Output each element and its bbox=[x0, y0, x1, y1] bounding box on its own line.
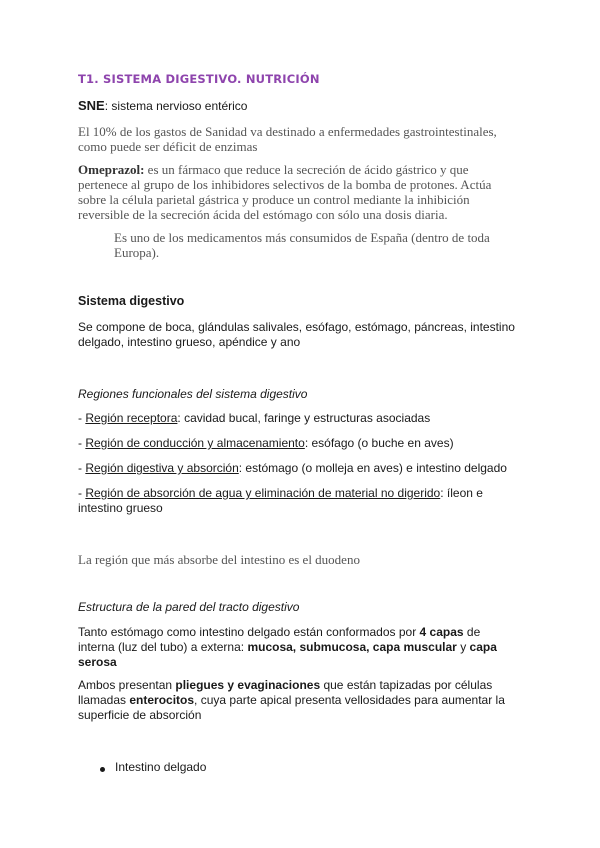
region-prefix: - bbox=[78, 486, 86, 500]
omeprazol-text: es un fármaco que reduce la secreción de ácido gástrico y que pertenece al grupo de los inhibidores selectivos de la bomba de protones. Actúa sobre la célula parietal gástrica y produce un control mediante la inhibición reversible de la secreción ácida del estómago con sólo una dosis diaria. bbox=[78, 162, 492, 222]
gastos-paragraph: El 10% de los gastos de Sanidad va destinado a enfermedades gastrointestinales, como puede ser déficit de enzimas bbox=[78, 124, 497, 154]
omeprazol-note: Es uno de los medicamentos más consumidos de España (dentro de toda Europa). bbox=[114, 230, 490, 260]
estructura-paragraph-1: Tanto estómago como intestino delgado están conformados por 4 capas de interna (luz del tubo) a externa: mucosa, submucosa, capa muscular y capa serosa bbox=[78, 625, 497, 669]
region-item bbox=[78, 461, 518, 476]
regiones-heading: Regiones funcionales del sistema digestivo bbox=[78, 387, 308, 401]
sistema-text: Se compone de boca, glándulas salivales, esófago, estómago, páncreas, intestino delgado, intestino grueso, apéndice y ano bbox=[78, 320, 515, 349]
region-name: Región de absorción de agua y eliminación de material no digerido bbox=[85, 486, 441, 500]
region-desc: : cavidad bucal, faringe y estructuras asociadas bbox=[177, 411, 431, 425]
sne-paragraph bbox=[78, 98, 518, 114]
sistema-heading: Sistema digestivo bbox=[78, 294, 185, 308]
estructura-paragraph-2: Ambos presentan pliegues y evaginaciones que están tapizadas por células llamadas enterocitos, cuya parte apical presenta vellosidades para aumentar la superficie de absorción bbox=[78, 678, 505, 722]
pliegues-term: pliegues y evaginaciones bbox=[175, 678, 321, 692]
region-desc: : íleon e intestino grueso bbox=[78, 486, 483, 515]
region-name: Región receptora bbox=[85, 411, 178, 425]
omeprazol-paragraph bbox=[78, 162, 518, 222]
region-item bbox=[78, 411, 518, 426]
region-desc: : esófago (o buche en aves) bbox=[304, 436, 454, 450]
capas-list: mucosa, submucosa, capa muscular bbox=[247, 640, 457, 654]
capas-count: 4 capas bbox=[419, 625, 464, 639]
region-prefix: - bbox=[78, 461, 86, 475]
region-name: Región digestiva y absorción bbox=[85, 461, 239, 475]
region-name: Región de conducción y almacenamiento bbox=[85, 436, 305, 450]
sne-definition: : sistema nervioso entérico bbox=[104, 99, 248, 113]
enterocitos-term: enterocitos bbox=[129, 693, 195, 707]
page-title: T1. SISTEMA DIGESTIVO. NUTRICIÓN bbox=[78, 72, 320, 86]
region-desc: : estómago (o molleja en aves) e intestino delgado bbox=[238, 461, 507, 475]
region-item bbox=[78, 486, 518, 516]
region-prefix: - bbox=[78, 411, 86, 425]
duodeno-paragraph: La región que más absorbe del intestino es el duodeno bbox=[78, 552, 360, 567]
estructura-heading: Estructura de la pared del tracto digestivo bbox=[78, 600, 300, 614]
capa-serosa: capa serosa bbox=[78, 640, 497, 669]
bullet-item: Intestino delgado bbox=[115, 760, 207, 774]
region-item bbox=[78, 436, 518, 451]
region-prefix: - bbox=[78, 436, 86, 450]
omeprazol-term: Omeprazol: bbox=[78, 162, 145, 177]
sne-term: SNE bbox=[78, 98, 105, 113]
bullet-icon bbox=[100, 767, 105, 772]
